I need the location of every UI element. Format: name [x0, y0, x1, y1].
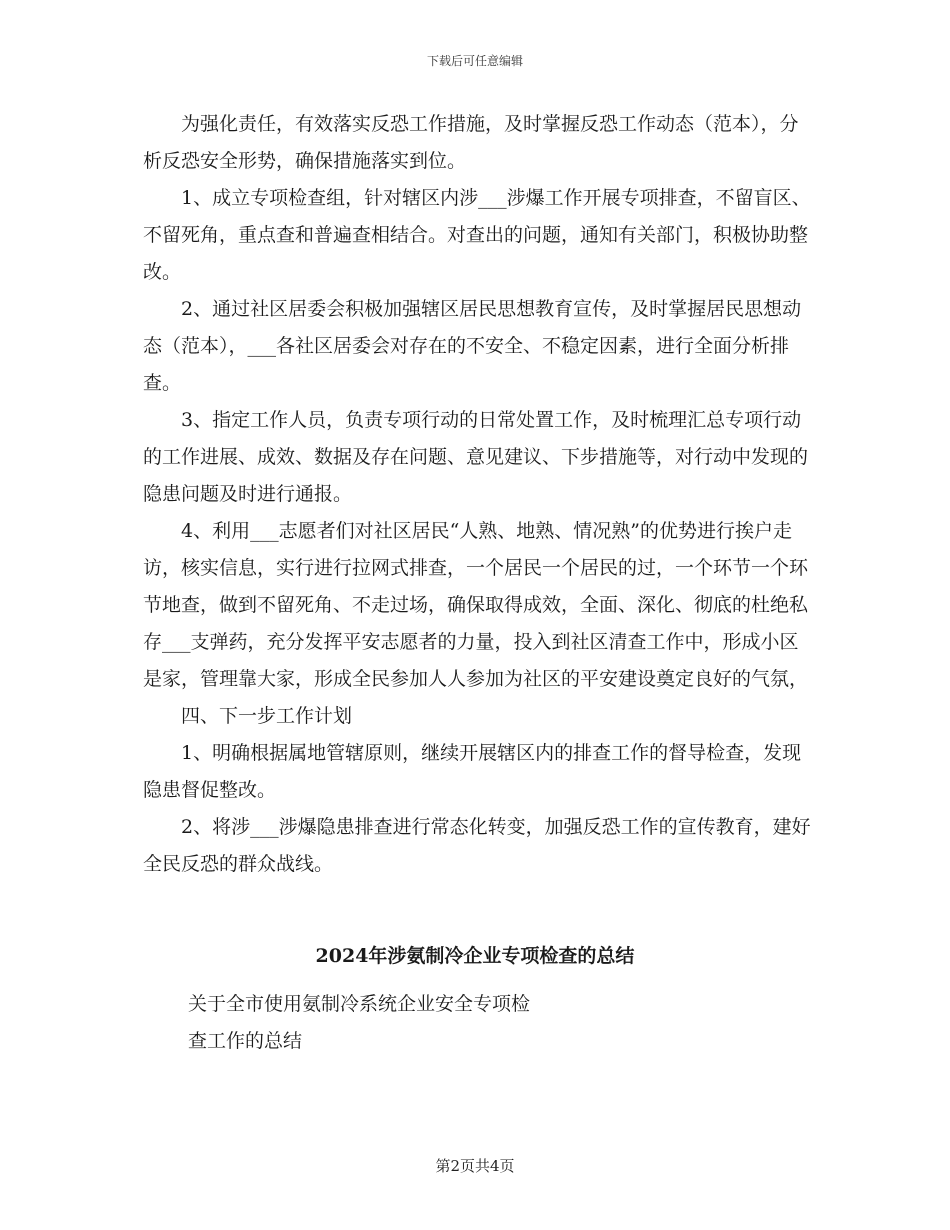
title-intro: [188, 986, 618, 1060]
paragraph: 2、将涉___涉爆隐患排查进行常态化转变，加强反恐工作的宣传教育，建好全民反恐的群众战线。: [143, 816, 811, 875]
paragraph: 为强化责任，有效落实反恐工作措施，及时掌握反恐工作动态（范本），分析反恐安全形势，确保措施落实到位。: [143, 113, 799, 172]
document-body: [143, 106, 815, 883]
paragraph: 1、明确根据属地管辖原则，继续开展辖区内的排查工作的督导检查，发现隐患督促整改。: [143, 742, 802, 801]
paragraph: 4、利用___志愿者们对社区居民“人熟、地熟、情况熟”的优势进行挨户走访，核实信息，实行进行拉网式排查，一个居民一个居民的过，一个环节一个环节地查，做到不留死角、不走过场，确保取得成效，全面、深化、彻底的杜绝私存___支弹药，充分发挥平安志愿者的力量，投入到社区清查工作中，形成小区是家，管理靠大家，形成全民参加人人参加为社区的平安建设奠定良好的气氛，: [143, 520, 809, 690]
intro-line: 查工作的总结: [188, 1030, 303, 1052]
intro-line: 关于全市使用氨制冷系统企业安全专项检: [188, 993, 531, 1015]
paragraph: 1、成立专项检查组，针对辖区内涉___涉爆工作开展专项排查，不留盲区、不留死角，重点查和普遍查相结合。对查出的问题，通知有关部门，积极协助整改。: [143, 187, 811, 283]
page-number: 第2页共4页: [435, 1157, 515, 1175]
page-header-note: 下载后可任意编辑: [426, 54, 523, 68]
paragraph: 3、指定工作人员，负责专项行动的日常处置工作，及时梳理汇总专项行动的工作进展、成效、数据及存在问题、意见建议、下步措施等，对行动中发现的隐患问题及时进行通报。: [143, 409, 809, 505]
document-title: 2024年涉氨制冷企业专项检查的总结: [315, 945, 635, 967]
section-heading: 四、下一步工作计划: [181, 705, 353, 727]
paragraph: 2、通过社区居委会积极加强辖区居民思想教育宣传，及时掌握居民思想动态（范本），___各社区居委会对存在的不安全、不稳定因素，进行全面分析排查。: [143, 298, 802, 394]
